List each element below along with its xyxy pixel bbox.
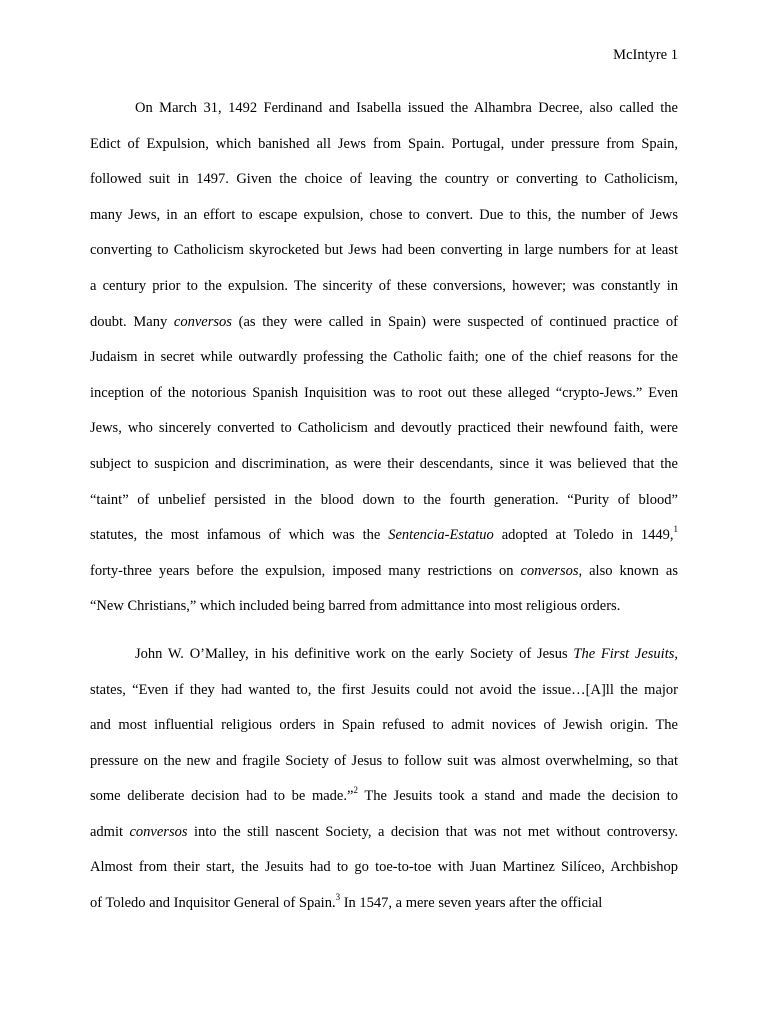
text-run: statutes, the most infamous of which was the [90,527,389,544]
italic-text: The First Jesuits [573,645,675,662]
text-run: On March 31, 1492 Ferdinand and Isabella issued the Alhambra Decree, also called the [135,100,678,116]
text-run: , [674,645,678,662]
text-run: inception of the notorious Spanish Inquisition was to root out these alleged “crypto-Jews.” Even [90,384,678,401]
text-line [90,198,678,234]
text-run: In 1547, a mere seven years after the official [340,895,603,912]
text-line [90,305,678,341]
text-line [90,447,678,483]
text-run: , also known as [578,562,678,579]
text-line [90,483,678,519]
paragraph [90,91,678,625]
footnote-marker: 3 [335,892,341,903]
text-run: subject to suspicion and discrimination, as were their descendants, since it was believed that the [90,455,678,472]
text-run: “New Christians,” which included being barred from admittance into most religious orders. [90,598,621,615]
text-line [90,589,678,625]
text-run: John W. O’Malley, in his definitive work on the early Society of Jesus [135,645,574,662]
footnote-marker: 1 [673,524,678,535]
text-run: Jews, who sincerely converted to Catholicism and devoutly practiced their newfound faith, were [90,420,678,437]
text-line [90,850,678,886]
text-line [90,886,678,922]
body-text [90,91,678,922]
text-line [90,779,678,815]
text-line [90,554,678,590]
italic-text: conversos [173,313,232,330]
text-run: followed suit in 1497. Given the choice of leaving the country or converting to Catholicism, [90,171,678,188]
text-line [90,708,678,744]
text-run: doubt. Many [90,313,174,330]
text-line [90,269,678,305]
text-run: Almost from their start, the Jesuits had to go toe-to-toe with Juan Martinez Silíceo, Archbishop [90,859,678,876]
text-line [90,127,678,163]
text-run: (as they were called in Spain) were suspected of continued practice of [231,313,678,330]
text-run: and most influential religious orders in Spain refused to admit novices of Jewish origin. The [90,717,678,734]
text-run: admit [90,823,130,840]
italic-text: conversos [129,823,188,840]
text-run: a century prior to the expulsion. The sincerity of these conversions, however; was constantly in [90,277,678,294]
text-line [90,376,678,412]
text-run: of Toledo and Inquisitor General of Spain. [90,895,336,912]
text-run: some deliberate decision had to be made.” [90,788,354,805]
text-run: “taint” of unbelief persisted in the blood down to the fourth generation. “Purity of blood” [90,491,678,508]
text-line [90,815,678,851]
text-line [90,162,678,198]
text-run: Judaism in secret while outwardly professing the Catholic faith; one of the chief reasons for the [90,349,678,366]
text-run: Edict of Expulsion, which banished all Jews from Spain. Portugal, under pressure from Spain, [90,135,678,152]
text-run: many Jews, in an effort to escape expulsion, chose to convert. Due to this, the number of Jews [90,206,678,223]
paragraph [90,637,678,922]
italic-text: Sentencia-Estatuo [388,527,494,544]
text-run: into the still nascent Society, a decision that was not met without controversy. [187,823,678,840]
text-line [90,518,678,554]
footnote-marker: 2 [353,785,358,796]
text-run: states, “Even if they had wanted to, the first Jesuits could not avoid the issue…[A]ll the major [90,681,678,698]
text-line [90,411,678,447]
text-line [90,233,678,269]
text-line [90,91,678,127]
running-head: McIntyre 1 [613,47,678,63]
text-run: converting to Catholicism skyrocketed but Jews had been converting in large numbers for at least [90,242,678,259]
text-run: The Jesuits took a stand and made the decision to [357,788,678,805]
text-run: forty-three years before the expulsion, imposed many restrictions on [90,562,521,579]
text-line [90,673,678,709]
text-run: pressure on the new and fragile Society of Jesus to follow suit was almost overwhelming, so that [90,752,678,769]
text-line [90,744,678,780]
italic-text: conversos [520,562,579,579]
text-run: adopted at Toledo in 1449, [493,527,674,544]
text-line [90,637,678,673]
text-line [90,340,678,376]
